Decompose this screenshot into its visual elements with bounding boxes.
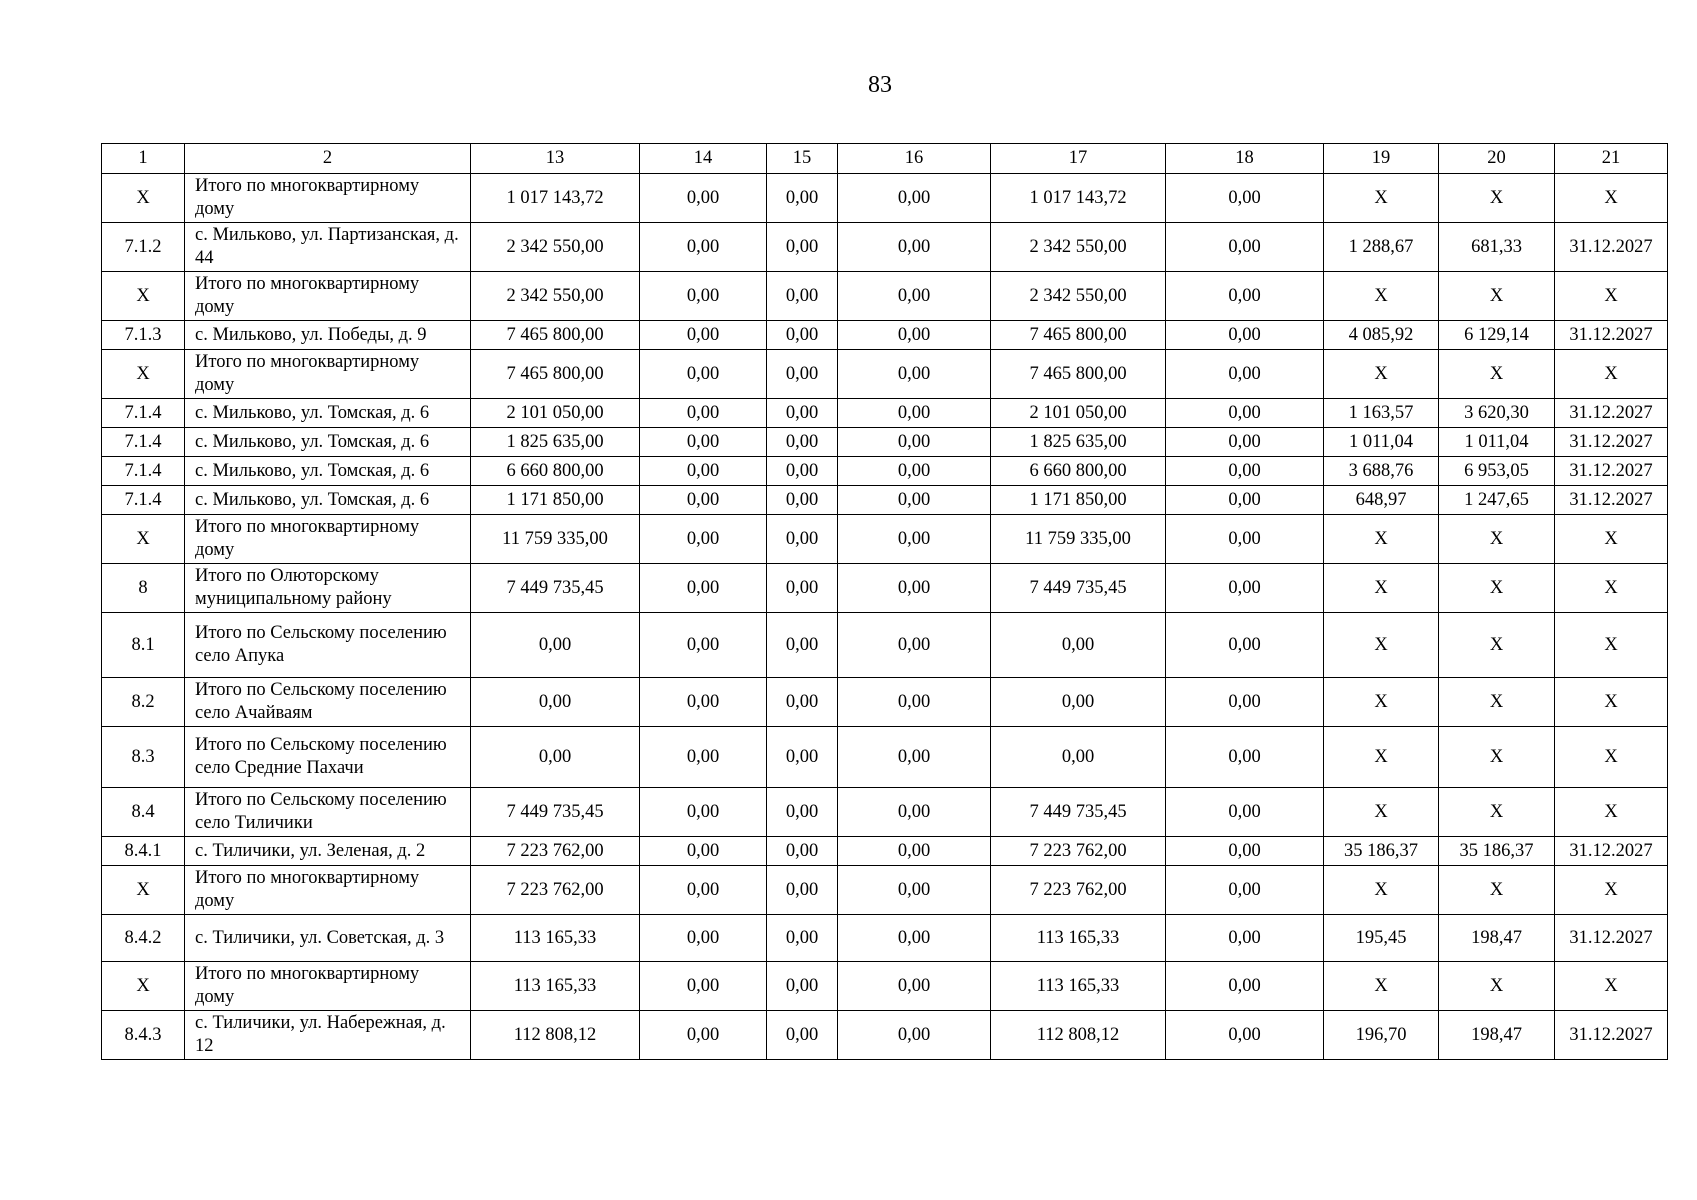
value-cell: X (1555, 174, 1668, 223)
value-cell: 0,00 (640, 915, 767, 962)
column-header: 20 (1439, 144, 1555, 174)
address-cell: Итого по многоквартирному дому (185, 174, 471, 223)
value-cell: X (1555, 613, 1668, 678)
column-header: 18 (1166, 144, 1324, 174)
value-cell: 0,00 (767, 837, 838, 866)
value-cell: 0,00 (640, 350, 767, 399)
value-cell: X (1439, 788, 1555, 837)
value-cell: 0,00 (767, 788, 838, 837)
value-cell: X (1439, 174, 1555, 223)
value-cell: 2 342 550,00 (991, 223, 1166, 272)
value-cell: 0,00 (640, 613, 767, 678)
value-cell: X (1555, 962, 1668, 1011)
value-cell: 1 825 635,00 (471, 428, 640, 457)
value-cell: 1 017 143,72 (471, 174, 640, 223)
row-number-cell: 7.1.4 (102, 457, 185, 486)
value-cell: 0,00 (838, 962, 991, 1011)
value-cell: 0,00 (640, 486, 767, 515)
address-cell: с. Мильково, ул. Томская, д. 6 (185, 399, 471, 428)
value-cell: 0,00 (838, 1011, 991, 1060)
value-cell: 0,00 (1166, 866, 1324, 915)
value-cell: 3 620,30 (1439, 399, 1555, 428)
page-number: 83 (868, 72, 892, 98)
table-row (102, 727, 1668, 788)
value-cell: 0,00 (838, 678, 991, 727)
column-header: 15 (767, 144, 838, 174)
value-cell: 196,70 (1324, 1011, 1439, 1060)
value-cell: X (1324, 174, 1439, 223)
value-cell: 0,00 (767, 515, 838, 564)
value-cell: 1 171 850,00 (471, 486, 640, 515)
address-cell: Итого по многоквартирному дому (185, 962, 471, 1011)
value-cell: 35 186,37 (1439, 837, 1555, 866)
value-cell: 6 660 800,00 (471, 457, 640, 486)
value-cell: X (1439, 272, 1555, 321)
value-cell: 0,00 (838, 174, 991, 223)
value-cell: 2 342 550,00 (471, 223, 640, 272)
address-cell: с. Тиличики, ул. Набережная, д. 12 (185, 1011, 471, 1060)
value-cell: 0,00 (838, 321, 991, 350)
value-cell: 0,00 (767, 1011, 838, 1060)
row-number-cell: 8.4.2 (102, 915, 185, 962)
value-cell: 0,00 (991, 727, 1166, 788)
value-cell: 0,00 (1166, 174, 1324, 223)
value-cell: 1 011,04 (1439, 428, 1555, 457)
address-cell: Итого по Сельскому поселению село Апука (185, 613, 471, 678)
column-header: 1 (102, 144, 185, 174)
address-cell: Итого по Сельскому поселению село Средние Пахачи (185, 727, 471, 788)
value-cell: 0,00 (767, 223, 838, 272)
value-cell: 0,00 (767, 962, 838, 1011)
value-cell: 1 171 850,00 (991, 486, 1166, 515)
value-cell: 7 449 735,45 (991, 788, 1166, 837)
value-cell: 0,00 (640, 428, 767, 457)
value-cell: 2 342 550,00 (471, 272, 640, 321)
value-cell: 0,00 (640, 272, 767, 321)
value-cell: X (1324, 515, 1439, 564)
value-cell: 0,00 (991, 678, 1166, 727)
value-cell: 0,00 (471, 613, 640, 678)
value-cell: 11 759 335,00 (991, 515, 1166, 564)
table-row (102, 962, 1668, 1011)
value-cell: 113 165,33 (471, 915, 640, 962)
column-header: 14 (640, 144, 767, 174)
table-row (102, 223, 1668, 272)
value-cell: 0,00 (640, 962, 767, 1011)
value-cell: 113 165,33 (471, 962, 640, 1011)
value-cell: 2 101 050,00 (991, 399, 1166, 428)
table-header (102, 144, 1668, 174)
address-cell: Итого по Сельскому поселению село Ачайваям (185, 678, 471, 727)
value-cell: 0,00 (1166, 486, 1324, 515)
row-number-cell: 8.4 (102, 788, 185, 837)
address-cell: Итого по Сельскому поселению село Тиличики (185, 788, 471, 837)
value-cell: 0,00 (1166, 272, 1324, 321)
value-cell: 198,47 (1439, 915, 1555, 962)
column-header: 16 (838, 144, 991, 174)
value-cell: X (1439, 962, 1555, 1011)
value-cell: 0,00 (767, 272, 838, 321)
row-number-cell: 7.1.4 (102, 399, 185, 428)
value-cell: X (1555, 678, 1668, 727)
value-cell: X (1324, 788, 1439, 837)
value-cell: 0,00 (640, 1011, 767, 1060)
address-cell: с. Мильково, ул. Томская, д. 6 (185, 428, 471, 457)
column-header: 19 (1324, 144, 1439, 174)
table-row (102, 486, 1668, 515)
value-cell: 2 101 050,00 (471, 399, 640, 428)
table-row (102, 1011, 1668, 1060)
value-cell: X (1324, 962, 1439, 1011)
value-cell: 0,00 (767, 613, 838, 678)
value-cell: 0,00 (767, 350, 838, 399)
value-cell: 7 449 735,45 (471, 788, 640, 837)
value-cell: 648,97 (1324, 486, 1439, 515)
value-cell: X (1555, 515, 1668, 564)
value-cell: 0,00 (471, 678, 640, 727)
value-cell: 31.12.2027 (1555, 223, 1668, 272)
row-number-cell: 7.1.4 (102, 486, 185, 515)
value-cell: X (1324, 613, 1439, 678)
value-cell: 7 465 800,00 (471, 321, 640, 350)
row-number-cell: X (102, 350, 185, 399)
value-cell: 7 465 800,00 (471, 350, 640, 399)
value-cell: 1 011,04 (1324, 428, 1439, 457)
value-cell: 0,00 (640, 678, 767, 727)
value-cell: 31.12.2027 (1555, 486, 1668, 515)
value-cell: 0,00 (767, 399, 838, 428)
value-cell: 0,00 (838, 613, 991, 678)
value-cell: X (1324, 564, 1439, 613)
table-row (102, 915, 1668, 962)
value-cell: 0,00 (1166, 915, 1324, 962)
value-cell: 0,00 (640, 866, 767, 915)
value-cell: 0,00 (1166, 613, 1324, 678)
table-row (102, 866, 1668, 915)
value-cell: 0,00 (767, 727, 838, 788)
value-cell: 6 660 800,00 (991, 457, 1166, 486)
address-cell: с. Мильково, ул. Томская, д. 6 (185, 486, 471, 515)
value-cell: X (1324, 272, 1439, 321)
value-cell: 0,00 (838, 486, 991, 515)
address-cell: Итого по Олюторскому муниципальному району (185, 564, 471, 613)
value-cell: 0,00 (1166, 1011, 1324, 1060)
row-number-cell: 8.1 (102, 613, 185, 678)
value-cell: 0,00 (1166, 837, 1324, 866)
value-cell: 31.12.2027 (1555, 1011, 1668, 1060)
header-row (102, 144, 1668, 174)
value-cell: 0,00 (640, 457, 767, 486)
value-cell: 198,47 (1439, 1011, 1555, 1060)
value-cell: 0,00 (640, 174, 767, 223)
value-cell: 0,00 (640, 399, 767, 428)
value-cell: 0,00 (838, 223, 991, 272)
value-cell: 0,00 (838, 428, 991, 457)
table-row (102, 350, 1668, 399)
value-cell: 7 449 735,45 (471, 564, 640, 613)
value-cell: 0,00 (838, 788, 991, 837)
value-cell: 0,00 (838, 837, 991, 866)
value-cell: X (1439, 515, 1555, 564)
row-number-cell: 7.1.3 (102, 321, 185, 350)
table-row (102, 613, 1668, 678)
value-cell: 0,00 (1166, 962, 1324, 1011)
value-cell: 0,00 (838, 564, 991, 613)
row-number-cell: 8.4.1 (102, 837, 185, 866)
value-cell: 0,00 (838, 350, 991, 399)
row-number-cell: 8.3 (102, 727, 185, 788)
value-cell: 35 186,37 (1324, 837, 1439, 866)
value-cell: 31.12.2027 (1555, 457, 1668, 486)
value-cell: X (1439, 350, 1555, 399)
value-cell: 0,00 (1166, 788, 1324, 837)
value-cell: 0,00 (1166, 457, 1324, 486)
address-cell: с. Мильково, ул. Партизанская, д. 44 (185, 223, 471, 272)
value-cell: X (1324, 678, 1439, 727)
table-row (102, 272, 1668, 321)
address-cell: Итого по многоквартирному дому (185, 866, 471, 915)
row-number-cell: X (102, 272, 185, 321)
address-cell: Итого по многоквартирному дому (185, 272, 471, 321)
address-cell: Итого по многоквартирному дому (185, 515, 471, 564)
column-header: 2 (185, 144, 471, 174)
value-cell: X (1555, 272, 1668, 321)
value-cell: 7 449 735,45 (991, 564, 1166, 613)
table-row (102, 321, 1668, 350)
value-cell: X (1439, 678, 1555, 727)
row-number-cell: X (102, 515, 185, 564)
value-cell: X (1555, 564, 1668, 613)
table-row (102, 428, 1668, 457)
value-cell: 31.12.2027 (1555, 915, 1668, 962)
value-cell: X (1555, 727, 1668, 788)
value-cell: 0,00 (767, 321, 838, 350)
value-cell: 7 223 762,00 (991, 866, 1166, 915)
value-cell: 0,00 (838, 866, 991, 915)
address-cell: с. Мильково, ул. Победы, д. 9 (185, 321, 471, 350)
value-cell: 7 223 762,00 (991, 837, 1166, 866)
value-cell: 0,00 (1166, 564, 1324, 613)
value-cell: 31.12.2027 (1555, 837, 1668, 866)
value-cell: 0,00 (838, 272, 991, 321)
value-cell: X (1555, 350, 1668, 399)
row-number-cell: 8 (102, 564, 185, 613)
data-table (101, 143, 1668, 1060)
value-cell: 0,00 (767, 174, 838, 223)
value-cell: 112 808,12 (991, 1011, 1166, 1060)
value-cell: 0,00 (767, 457, 838, 486)
value-cell: 0,00 (1166, 350, 1324, 399)
value-cell: 0,00 (640, 727, 767, 788)
value-cell: 0,00 (838, 915, 991, 962)
row-number-cell: 8.4.3 (102, 1011, 185, 1060)
value-cell: 0,00 (640, 788, 767, 837)
value-cell: 0,00 (838, 515, 991, 564)
value-cell: 0,00 (767, 678, 838, 727)
value-cell: 195,45 (1324, 915, 1439, 962)
value-cell: 0,00 (1166, 223, 1324, 272)
value-cell: 7 465 800,00 (991, 350, 1166, 399)
value-cell: 2 342 550,00 (991, 272, 1166, 321)
value-cell: 11 759 335,00 (471, 515, 640, 564)
value-cell: 0,00 (640, 837, 767, 866)
value-cell: 0,00 (767, 564, 838, 613)
value-cell: X (1439, 564, 1555, 613)
value-cell: X (1555, 866, 1668, 915)
value-cell: 0,00 (767, 915, 838, 962)
table-row (102, 837, 1668, 866)
value-cell: 7 465 800,00 (991, 321, 1166, 350)
value-cell: 3 688,76 (1324, 457, 1439, 486)
value-cell: 1 017 143,72 (991, 174, 1166, 223)
address-cell: с. Тиличики, ул. Зеленая, д. 2 (185, 837, 471, 866)
value-cell: 1 247,65 (1439, 486, 1555, 515)
value-cell: X (1324, 866, 1439, 915)
value-cell: 0,00 (991, 613, 1166, 678)
value-cell: X (1324, 727, 1439, 788)
value-cell: 113 165,33 (991, 962, 1166, 1011)
address-cell: с. Мильково, ул. Томская, д. 6 (185, 457, 471, 486)
value-cell: 6 953,05 (1439, 457, 1555, 486)
value-cell: 0,00 (640, 223, 767, 272)
value-cell: 0,00 (838, 727, 991, 788)
value-cell: X (1439, 727, 1555, 788)
value-cell: 0,00 (640, 321, 767, 350)
row-number-cell: 7.1.4 (102, 428, 185, 457)
address-cell: с. Тиличики, ул. Советская, д. 3 (185, 915, 471, 962)
value-cell: 0,00 (471, 727, 640, 788)
value-cell: 7 223 762,00 (471, 866, 640, 915)
value-cell: 0,00 (767, 486, 838, 515)
table-row (102, 788, 1668, 837)
value-cell: 0,00 (1166, 321, 1324, 350)
value-cell: 0,00 (838, 399, 991, 428)
value-cell: 113 165,33 (991, 915, 1166, 962)
table-row (102, 174, 1668, 223)
value-cell: 0,00 (767, 866, 838, 915)
value-cell: 6 129,14 (1439, 321, 1555, 350)
value-cell: X (1439, 866, 1555, 915)
column-header: 17 (991, 144, 1166, 174)
value-cell: 0,00 (838, 457, 991, 486)
row-number-cell: X (102, 174, 185, 223)
value-cell: 31.12.2027 (1555, 399, 1668, 428)
value-cell: 4 085,92 (1324, 321, 1439, 350)
row-number-cell: 7.1.2 (102, 223, 185, 272)
row-number-cell: 8.2 (102, 678, 185, 727)
table-row (102, 564, 1668, 613)
value-cell: 7 223 762,00 (471, 837, 640, 866)
column-header: 13 (471, 144, 640, 174)
column-header: 21 (1555, 144, 1668, 174)
table-row (102, 457, 1668, 486)
value-cell: 0,00 (1166, 428, 1324, 457)
value-cell: 1 163,57 (1324, 399, 1439, 428)
row-number-cell: X (102, 962, 185, 1011)
value-cell: 0,00 (640, 564, 767, 613)
table-row (102, 678, 1668, 727)
value-cell: 0,00 (767, 428, 838, 457)
address-cell: Итого по многоквартирному дому (185, 350, 471, 399)
value-cell: 31.12.2027 (1555, 321, 1668, 350)
value-cell: X (1439, 613, 1555, 678)
value-cell: 681,33 (1439, 223, 1555, 272)
table-row (102, 399, 1668, 428)
value-cell: X (1555, 788, 1668, 837)
value-cell: 0,00 (1166, 515, 1324, 564)
table-body (102, 174, 1668, 1060)
value-cell: 0,00 (1166, 727, 1324, 788)
row-number-cell: X (102, 866, 185, 915)
value-cell: 31.12.2027 (1555, 428, 1668, 457)
value-cell: X (1324, 350, 1439, 399)
value-cell: 0,00 (1166, 399, 1324, 428)
value-cell: 112 808,12 (471, 1011, 640, 1060)
value-cell: 1 825 635,00 (991, 428, 1166, 457)
table-row (102, 515, 1668, 564)
value-cell: 0,00 (640, 515, 767, 564)
value-cell: 1 288,67 (1324, 223, 1439, 272)
value-cell: 0,00 (1166, 678, 1324, 727)
